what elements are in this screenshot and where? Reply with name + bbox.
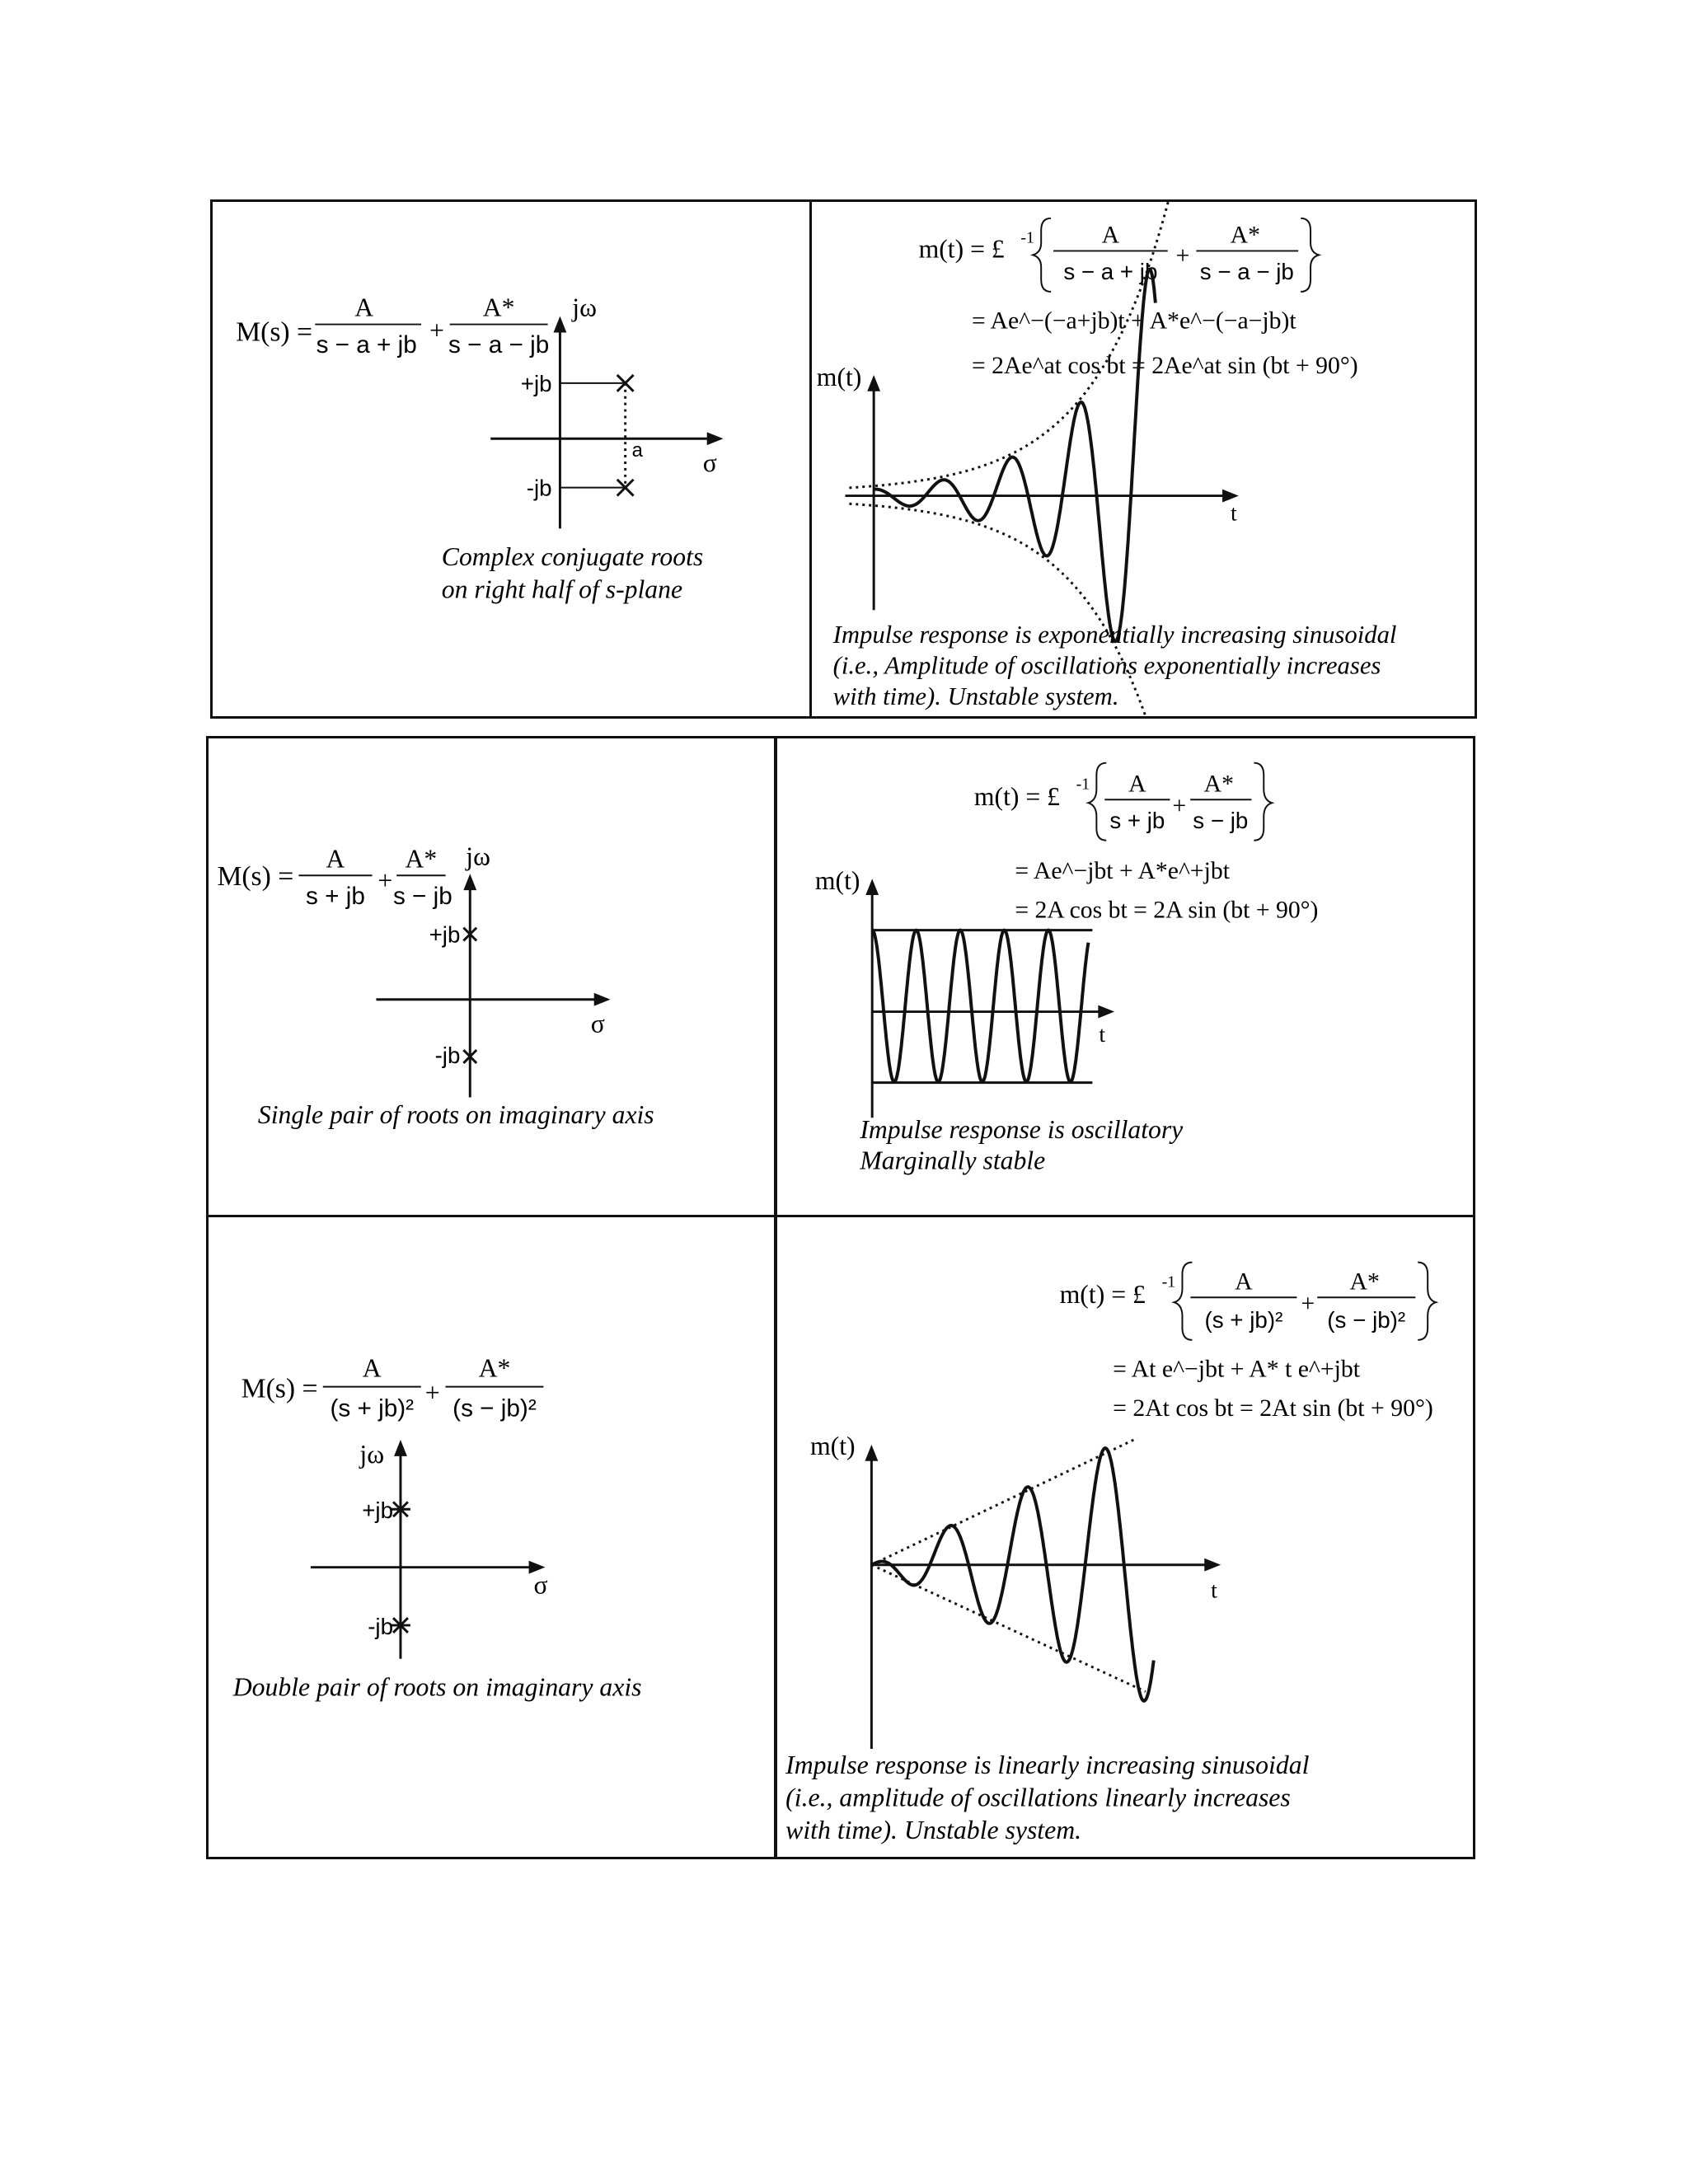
row2-pole-zero-panel [206, 736, 776, 1217]
row3-ms-den2: (s − jb)² [452, 1394, 537, 1422]
row2-jw-arrowhead [463, 874, 476, 890]
row1-pos-jb-label: +jb [520, 370, 552, 396]
row2-ms-den1: s + jb [306, 882, 365, 910]
row1-resp-caption-line1: Impulse response is exponentially increasing sinusoidal [832, 620, 1397, 649]
row3-jw-arrowhead [394, 1440, 407, 1456]
row2-ms-den2: s − jb [392, 882, 452, 910]
row2-pos-jb-label: +jb [429, 921, 461, 948]
row2-t-arrowhead [1098, 1005, 1114, 1019]
row1-mt-lhs: m(t) = £ [918, 234, 1005, 264]
row1-sigma-arrowhead [707, 432, 724, 445]
row3-mt-axis-label: m(t) [809, 1431, 856, 1460]
row2-mt-den1: s + jb [1109, 807, 1165, 833]
row1-sigma-label: σ [702, 448, 717, 477]
row1-ms-den1: s − a + jb [316, 331, 417, 359]
row2-mt-num2: A* [1203, 771, 1234, 798]
row1-pz-caption-line1: Complex conjugate roots [441, 541, 704, 571]
row3-sigma-label: σ [533, 1570, 548, 1600]
row3-jw-label: jω [359, 1439, 385, 1469]
row2-sigma-label: σ [590, 1009, 605, 1038]
row3-t-arrowhead [1204, 1558, 1221, 1572]
row3-neg-jb-label: -jb [368, 1613, 394, 1639]
row1-mt-den2: s − a − jb [1199, 259, 1294, 285]
row2-mt-sup: -1 [1076, 775, 1090, 794]
row1-t-label: t [1230, 499, 1237, 526]
row1-eq-line2: = Ae^−(−a+jb)t + A*e^−(−a−jb)t [972, 307, 1296, 335]
row2-pole-zero-diagram [209, 738, 774, 1215]
row2-jw-label: jω [466, 841, 490, 871]
row2-mt-arrowhead [865, 879, 879, 895]
row3-eq-line2: = At e^−jbt + A* t e^+jbt [1113, 1355, 1361, 1383]
row2-mt-brace-right [1254, 763, 1272, 841]
row1-neg-jb-label: -jb [526, 475, 552, 501]
row1-mt-plus: + [1175, 242, 1190, 269]
row2-ms-num2: A* [405, 844, 438, 874]
row1-ms-num1: A [354, 293, 374, 322]
row1-mt-num2: A* [1230, 222, 1260, 249]
row1-eq-line3: = 2Ae^at cos bt = 2Ae^at sin (bt + 90°) [972, 353, 1358, 379]
row1-resp-caption-line3: with time). Unstable system. [832, 682, 1119, 711]
row3-resp-caption-line1: Impulse response is linearly increasing sinusoidal [785, 1750, 1310, 1779]
row1-jw-arrowhead [554, 316, 567, 333]
row2-mt-plus: + [1172, 793, 1187, 820]
row1-pole-zero-diagram [213, 202, 809, 716]
row2-mt-lhs: m(t) = £ [973, 782, 1060, 812]
row3-response-wave [871, 1448, 1153, 1701]
row1-jw-label: jω [572, 293, 597, 322]
row3-double-pole-upper [391, 1499, 410, 1519]
row1-pz-caption-line2: on right half of s-plane [441, 574, 683, 604]
row2-ms-lhs: M(s) = [217, 861, 294, 893]
row1-mt-brace-left [1033, 218, 1051, 292]
row2-mt-num1: A [1128, 771, 1146, 798]
row2-eq-line2: = Ae^−jbt + A*e^+jbt [1015, 858, 1230, 885]
row3-mt-brace-right [1418, 1263, 1436, 1340]
row3-pos-jb-label: +jb [362, 1497, 394, 1524]
row1-mt-brace-right [1301, 218, 1319, 292]
row3-mt-den2: (s − jb)² [1327, 1306, 1406, 1333]
row2-eq-line3: = 2A cos bt = 2A sin (bt + 90°) [1015, 897, 1319, 924]
row3-pz-caption-line1: Double pair of roots on imaginary axis [232, 1672, 642, 1702]
row2-mt-brace-left [1088, 763, 1106, 841]
row3-upper-envelope [871, 1438, 1137, 1565]
row2-response-panel [775, 736, 1475, 1217]
row3-double-pole-lower [391, 1615, 410, 1635]
row3-mt-arrowhead [865, 1445, 878, 1461]
row3-response-diagram [777, 1217, 1473, 1857]
row3-t-label: t [1211, 1577, 1217, 1604]
row3-resp-caption-line3: with time). Unstable system. [785, 1816, 1082, 1845]
row3-resp-caption-line2: (i.e., amplitude of oscillations linearly increases [785, 1783, 1291, 1812]
row3-mt-den1: (s + jb)² [1204, 1306, 1283, 1333]
row3-ms-plus: + [424, 1378, 440, 1408]
row2-mt-den2: s − jb [1193, 807, 1249, 833]
row2-resp-caption-line1: Impulse response is oscillatory [860, 1114, 1184, 1144]
row2-response-diagram [777, 738, 1473, 1215]
row3-ms-den1: (s + jb)² [330, 1394, 415, 1422]
row2-response-wave [872, 930, 1088, 1082]
row3-ms-num1: A [362, 1353, 382, 1383]
row3-ms-num2: A* [478, 1353, 511, 1383]
row3-mt-num1: A [1235, 1268, 1253, 1296]
row1-ms-plus: + [429, 316, 444, 345]
row3-pole-zero-diagram [209, 1217, 774, 1857]
row3-mt-num2: A* [1349, 1268, 1380, 1296]
row2-resp-caption-line2: Marginally stable [860, 1146, 1046, 1175]
row2-neg-jb-label: -jb [434, 1042, 461, 1068]
row2-mt-axis-label: m(t) [814, 866, 860, 896]
row2-t-label: t [1099, 1021, 1106, 1047]
row1-mt-sup: -1 [1020, 228, 1034, 247]
row2-sigma-arrowhead [594, 993, 611, 1006]
row3-ms-lhs: M(s) = [241, 1373, 318, 1404]
row1-response-panel [809, 199, 1477, 719]
row2-ms-plus: + [377, 866, 393, 896]
row3-eq-line3: = 2At cos bt = 2At sin (bt + 90°) [1113, 1394, 1433, 1422]
row1-response-diagram [812, 202, 1475, 716]
row3-pole-zero-panel [206, 1215, 776, 1859]
row2-pz-caption-line1: Single pair of roots on imaginary axis [257, 1100, 654, 1130]
row3-mt-brace-left [1175, 1263, 1193, 1340]
row1-mt-arrowhead [867, 375, 880, 391]
row1-pole-zero-panel [210, 199, 812, 719]
row1-ms-lhs: M(s) = [236, 316, 313, 348]
row1-mt-num1: A [1101, 222, 1120, 249]
row1-resp-caption-line2: (i.e., Amplitude of oscillations exponentially increases [832, 651, 1381, 680]
row3-mt-sup: -1 [1161, 1272, 1176, 1291]
row1-ms-num2: A* [482, 293, 515, 322]
row3-mt-lhs: m(t) = £ [1059, 1280, 1146, 1310]
row3-response-panel [775, 1215, 1475, 1859]
row1-ms-den2: s − a − jb [448, 331, 550, 359]
row1-mt-den1: s − a + jb [1063, 259, 1158, 285]
row3-mt-plus: + [1301, 1290, 1315, 1318]
row1-a-label: a [631, 439, 643, 462]
row2-ms-num1: A [326, 844, 345, 874]
row1-mt-axis-label: m(t) [816, 362, 862, 391]
